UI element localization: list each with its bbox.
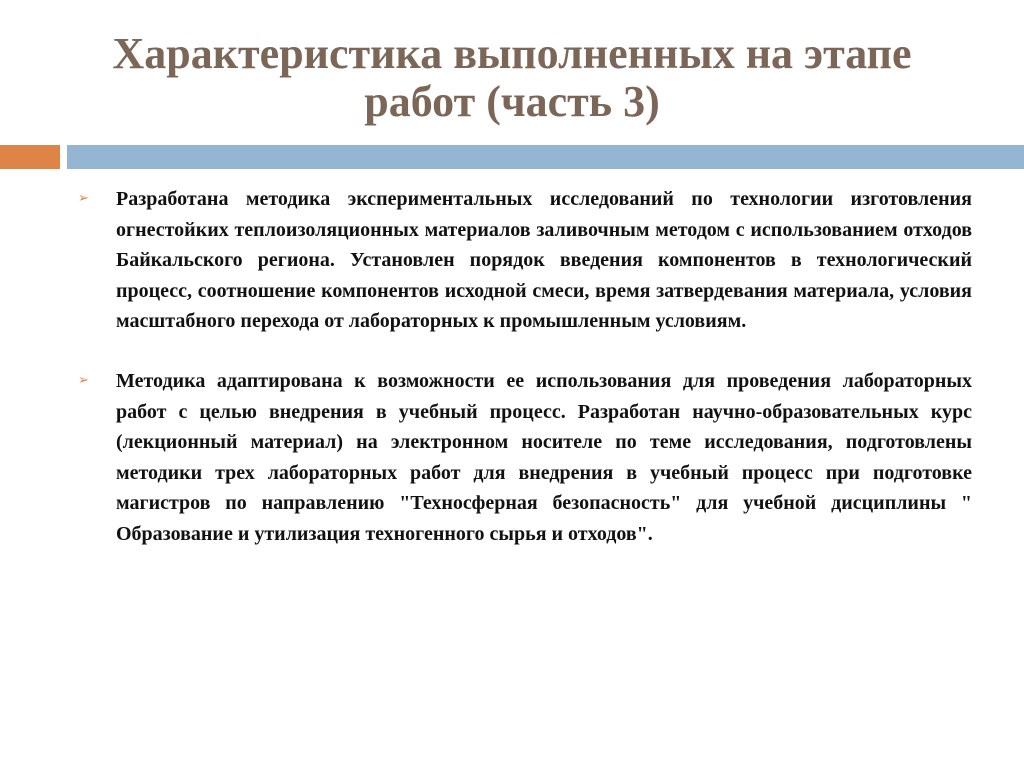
title-accent-bar [0,145,60,169]
bullet-text: Разработана методика экспериментальных исследований по технологии изготовления огнестойких теплоизоляционных материалов заливочным методом с использованием отходов Байкальского региона. Установлен порядок введения компонентов в технологический процесс, соотношение компонентов исходной смеси, время затвердевания материала, условия масштабного перехода от лабораторных к промышленным условиям. [116,188,972,333]
slide-title: Характеристика выполненных на этапе работ (часть 3) [112,29,912,126]
bullet-list [78,184,972,579]
bullet-item [78,184,972,337]
chevron-right-icon: ➢ [78,191,89,206]
chevron-right-icon: ➢ [78,372,89,388]
bullet-item [78,366,972,550]
title-divider-bar [67,145,1024,169]
bullet-text: Методика адаптирована к возможности ее использования для проведения лабораторных работ с целью внедрения в учебный процесс. Разработан научно-образовательных курс (лекционный материал) на электронном носителе по теме исследования, подготовлены методики трех лабораторных работ для внедрения в учебный процесс при подготовке магистров по направлению "Техносферная безопасность" для учебной дисциплины " Образование и утилизация техногенного сырья и отходов". [116,369,972,545]
